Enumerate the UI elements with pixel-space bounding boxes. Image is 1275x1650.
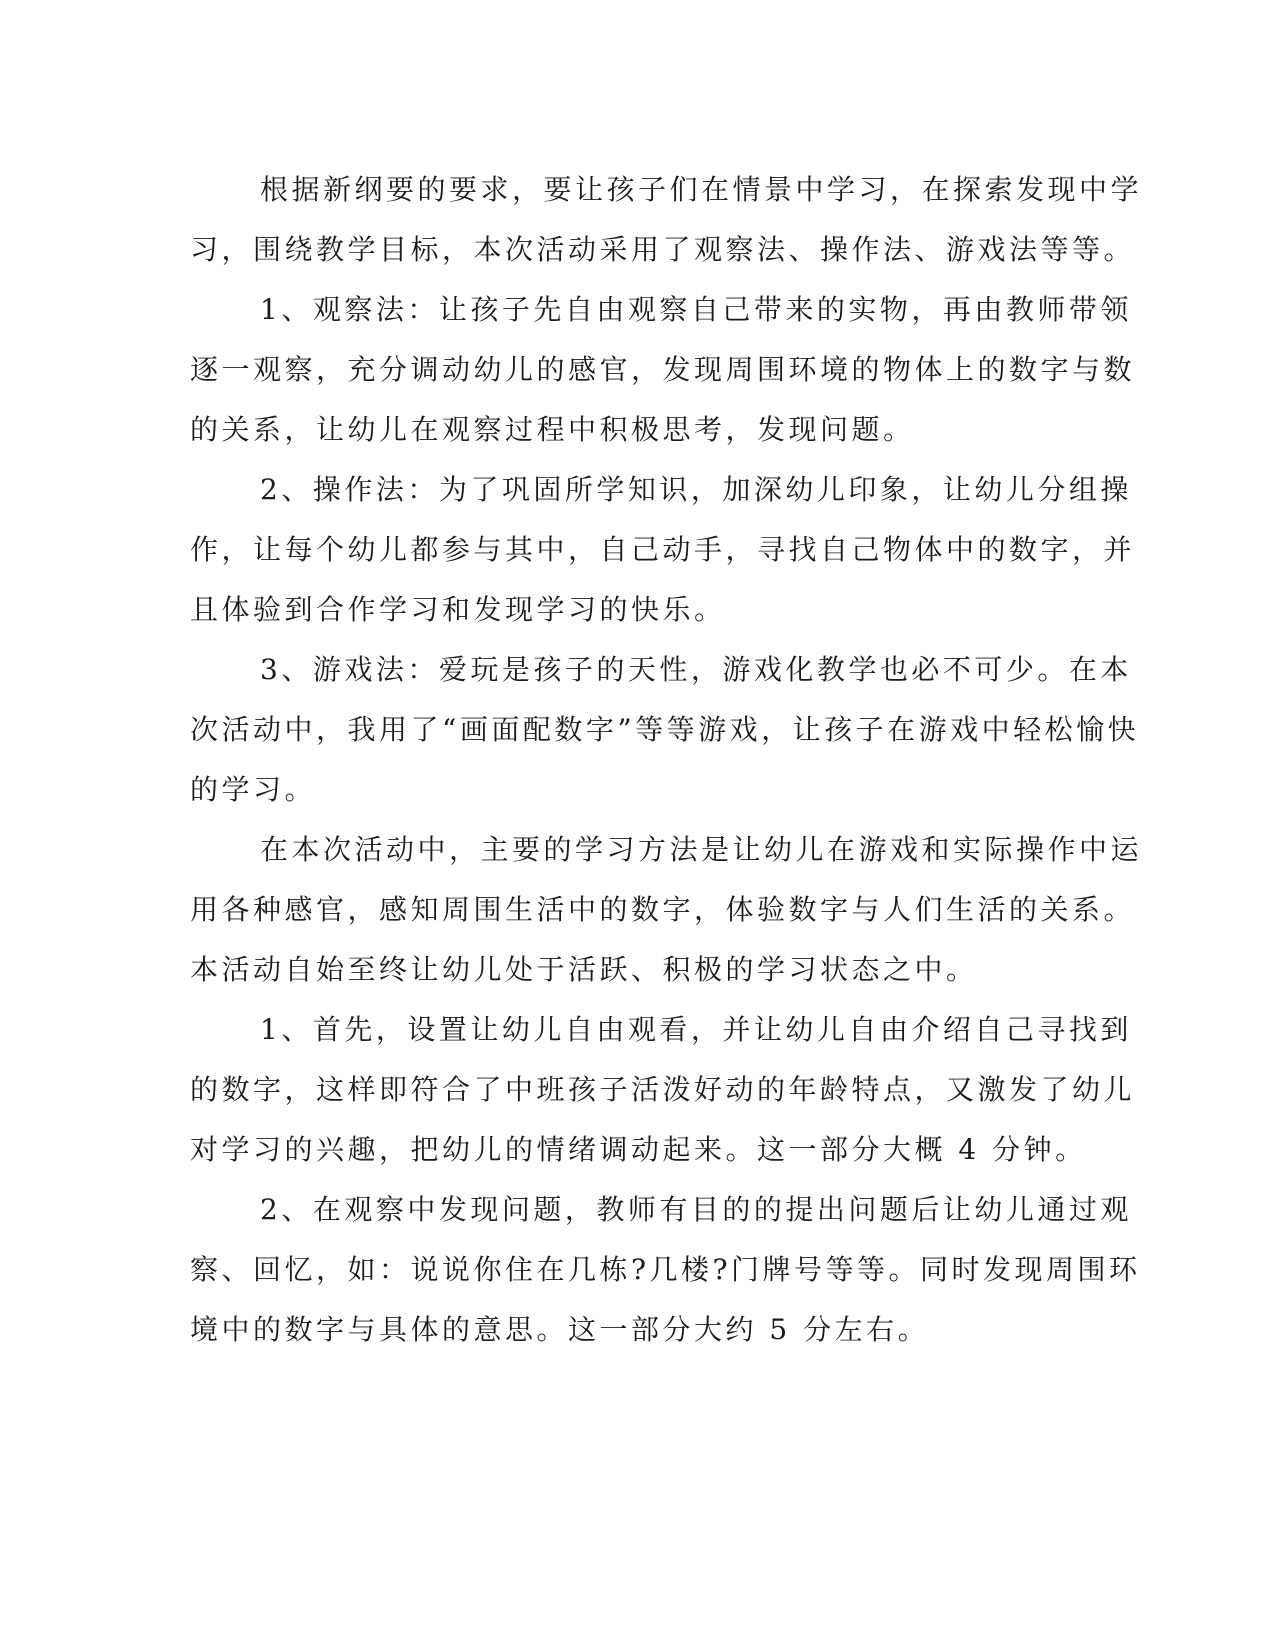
text-line: 的数字，这样即符合了中班孩子活泼好动的年龄特点，又激发了幼儿	[190, 1073, 1136, 1106]
paragraph-step-one	[190, 1000, 1136, 1180]
text-line: 习，围绕教学目标，本次活动采用了观察法、操作法、游戏法等等。	[190, 233, 1136, 266]
paragraph-learning-method	[190, 820, 1143, 1000]
text-line: 本活动自始至终让幼儿处于活跃、积极的学习状态之中。	[190, 953, 978, 986]
text-line: 且体验到合作学习和发现学习的快乐。	[190, 593, 726, 626]
text-line: 在本次活动中，主要的学习方法是让幼儿在游戏和实际操作中运	[260, 833, 1143, 866]
text-line: 1、观察法：让孩子先自由观察自己带来的实物，再由教师带领	[260, 293, 1132, 326]
text-line: 境中的数字与具体的意思。这一部分大约 5 分左右。	[190, 1313, 930, 1346]
paragraph-observation-method	[190, 280, 1136, 460]
text-line: 逐一观察，充分调动幼儿的感官，发现周围环境的物体上的数字与数	[190, 353, 1136, 386]
text-line: 根据新纲要的要求，要让孩子们在情景中学习，在探索发现中学	[260, 173, 1143, 206]
text-line: 1、首先，设置让幼儿自由观看，并让幼儿自由介绍自己寻找到	[260, 1013, 1132, 1046]
text-line: 2、在观察中发现问题，教师有目的的提出问题后让幼儿通过观	[260, 1193, 1132, 1226]
text-line: 2、操作法：为了巩固所学知识，加深幼儿印象，让幼儿分组操	[260, 473, 1132, 506]
text-line: 用各种感官，感知周围生活中的数字，体验数字与人们生活的关系。	[190, 893, 1136, 926]
text-line: 次活动中，我用了“画面配数字”等等游戏，让孩子在游戏中轻松愉快	[190, 713, 1140, 746]
paragraph-intro	[190, 160, 1143, 280]
paragraph-game-method	[190, 640, 1140, 820]
text-line: 的关系，让幼儿在观察过程中积极思考，发现问题。	[190, 413, 915, 446]
paragraph-step-two	[190, 1180, 1141, 1360]
text-line: 对学习的兴趣，把幼儿的情绪调动起来。这一部分大概 4 分钟。	[190, 1133, 1087, 1166]
document-body	[190, 160, 1143, 1360]
paragraph-operation-method	[190, 460, 1136, 640]
text-line: 3、游戏法：爱玩是孩子的天性，游戏化教学也必不可少。在本	[260, 653, 1132, 686]
text-line: 作，让每个幼儿都参与其中，自己动手，寻找自己物体中的数字，并	[190, 533, 1136, 566]
text-line: 的学习。	[190, 773, 317, 806]
text-line: 察、回忆，如：说说你住在几栋?几楼?门牌号等等。同时发现周围环	[190, 1253, 1141, 1286]
